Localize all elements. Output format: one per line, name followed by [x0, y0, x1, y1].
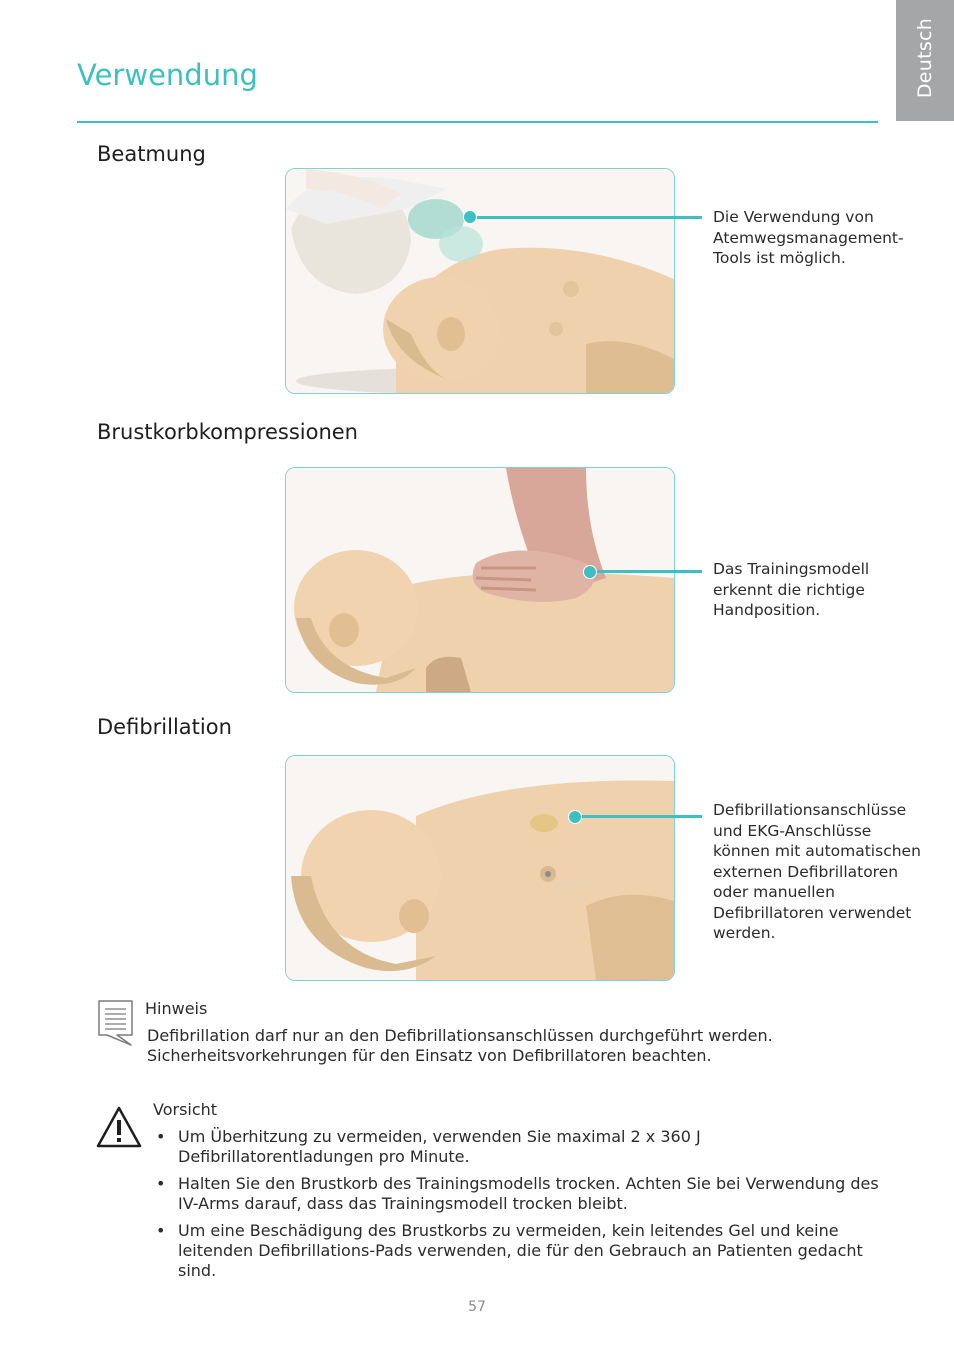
ventilation-photo — [285, 168, 675, 394]
callout-marker-defibrillation — [568, 810, 582, 824]
callout-marker-compressions — [583, 565, 597, 579]
caution-label: Vorsicht — [153, 1100, 218, 1119]
callout-marker-ventilation — [463, 210, 477, 224]
title-divider — [77, 121, 878, 123]
defibrillation-photo — [285, 755, 675, 981]
callout-line-ventilation — [470, 216, 702, 219]
page-number: 57 — [468, 1299, 486, 1315]
callout-compressions: Das Trainingsmodell erkennt die richtige Handposition. — [713, 560, 870, 619]
caution-list — [150, 1127, 880, 1288]
section-heading-ventilation: Beatmung — [97, 142, 206, 166]
list-item: • Um Überhitzung zu vermeiden, verwenden Sie maximal 2 x 360 J Defibrillatorentladungen pro Minute. — [150, 1127, 880, 1167]
language-tab — [896, 0, 954, 121]
callout-line-defibrillation — [575, 815, 702, 818]
page-title: Verwendung — [77, 58, 258, 92]
callout-line-compressions — [590, 570, 702, 573]
section-heading-defibrillation: Defibrillation — [97, 715, 232, 739]
callout-defibrillation: Defibrillationsanschlüsse und EKG-Anschlüsse können mit automatischen externen Defibrillatoren oder manuellen Defibrillatoren verwendet werden. — [713, 801, 921, 942]
callout-ventilation: Die Verwendung von Atemwegsmanagement-Tools ist möglich. — [713, 208, 904, 267]
compressions-photo — [285, 467, 675, 693]
warning-icon — [96, 1106, 142, 1148]
note-text: Defibrillation darf nur an den Defibrillationsanschlüssen durchgeführt werden. Sicherheitsvorkehrungen für den Einsatz von Defibrillatoren beachten. — [147, 1026, 773, 1065]
language-tab-label: Deutsch — [914, 17, 936, 99]
section-heading-compressions: Brustkorbkompressionen — [97, 420, 358, 444]
note-icon — [97, 999, 135, 1047]
list-item: • Halten Sie den Brustkorb des Trainingsmodells trocken. Achten Sie bei Verwendung des IV-Arms darauf, dass das Trainingsmodell trocken bleibt. — [150, 1174, 880, 1214]
note-label: Hinweis — [145, 999, 208, 1018]
list-item: • Um eine Beschädigung des Brustkorbs zu vermeiden, kein leitendes Gel und keine leitenden Defibrillations-Pads verwenden, die für den Gebrauch an Patienten gedacht sind. — [150, 1221, 880, 1281]
